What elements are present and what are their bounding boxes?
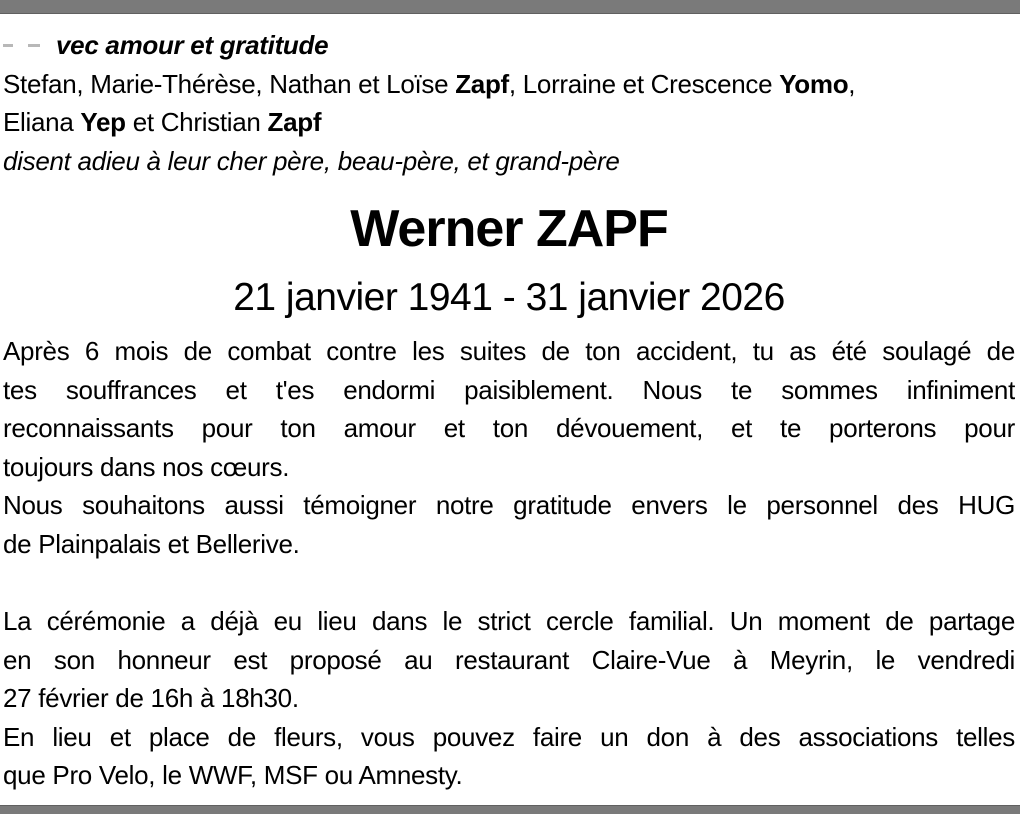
paragraph-line: La cérémonie a déjà eu lieu dans le strict cercle familial. Un moment de partage [3, 606, 1015, 636]
paragraph-line: de Plainpalais et Bellerive. [3, 528, 300, 559]
family-names-line-2 [3, 103, 1015, 142]
crop-dash-icon [3, 44, 13, 47]
family-surname: Yomo [779, 68, 849, 99]
paragraph-line: en son honneur est proposé au restaurant Claire-Vue à Meyrin, le vendredi [3, 644, 1015, 675]
paragraph-line: Après 6 mois de combat contre les suites de ton accident, tu as été soulagé de [3, 336, 1015, 366]
family-surname: Zapf [267, 107, 322, 137]
paragraph-line: En lieu et place de fleurs, vous pouvez faire un don à des associations telles [3, 721, 1015, 752]
paragraph-line: Nous souhaitons aussi témoigner notre gratitude envers le personnel des HUG [3, 490, 1015, 520]
family-text: , [848, 68, 856, 99]
paragraph-line: que Pro Velo, le WWF, MSF ou Amnesty. [3, 760, 463, 790]
paragraph-ceremony [3, 602, 1015, 718]
paragraph-tribute [3, 332, 1015, 486]
family-text: et Christian [125, 107, 268, 137]
paragraph-line: 27 février de 16h à 18h30. [3, 683, 299, 713]
family-surname: Yep [80, 107, 126, 137]
family-surname: Zapf [455, 68, 509, 99]
obituary-notice [0, 14, 1020, 795]
family-text: , Lorraine et Crescence [508, 68, 780, 99]
paragraph-line: reconnaissants pour ton amour et ton dévouement, et te porterons pour [3, 413, 1015, 443]
family-text: Stefan, Marie-Thérèse, Nathan et Loïse [3, 68, 456, 99]
opening-line-text: vec amour et gratitude [56, 30, 329, 60]
deceased-name: Werner ZAPF [350, 200, 668, 258]
paragraph-gratitude [3, 486, 1015, 563]
family-text: Eliana [3, 107, 81, 137]
paragraph-line: toujours dans nos cœurs. [3, 451, 290, 482]
paragraph-line: tes souffrances et t'es endormi paisiblement. Nous te sommes infiniment [3, 374, 1015, 405]
farewell-line: disent adieu à leur cher père, beau-père, et grand-père [3, 145, 620, 176]
bottom-border-bar [0, 805, 1020, 814]
opening-line [3, 26, 1015, 65]
family-names-line-1 [3, 65, 1015, 104]
life-dates: 21 janvier 1941 - 31 janvier 2026 [233, 276, 785, 319]
paragraph-donations [3, 718, 1015, 795]
crop-dash-icon [28, 44, 40, 47]
top-border-bar [0, 0, 1020, 14]
